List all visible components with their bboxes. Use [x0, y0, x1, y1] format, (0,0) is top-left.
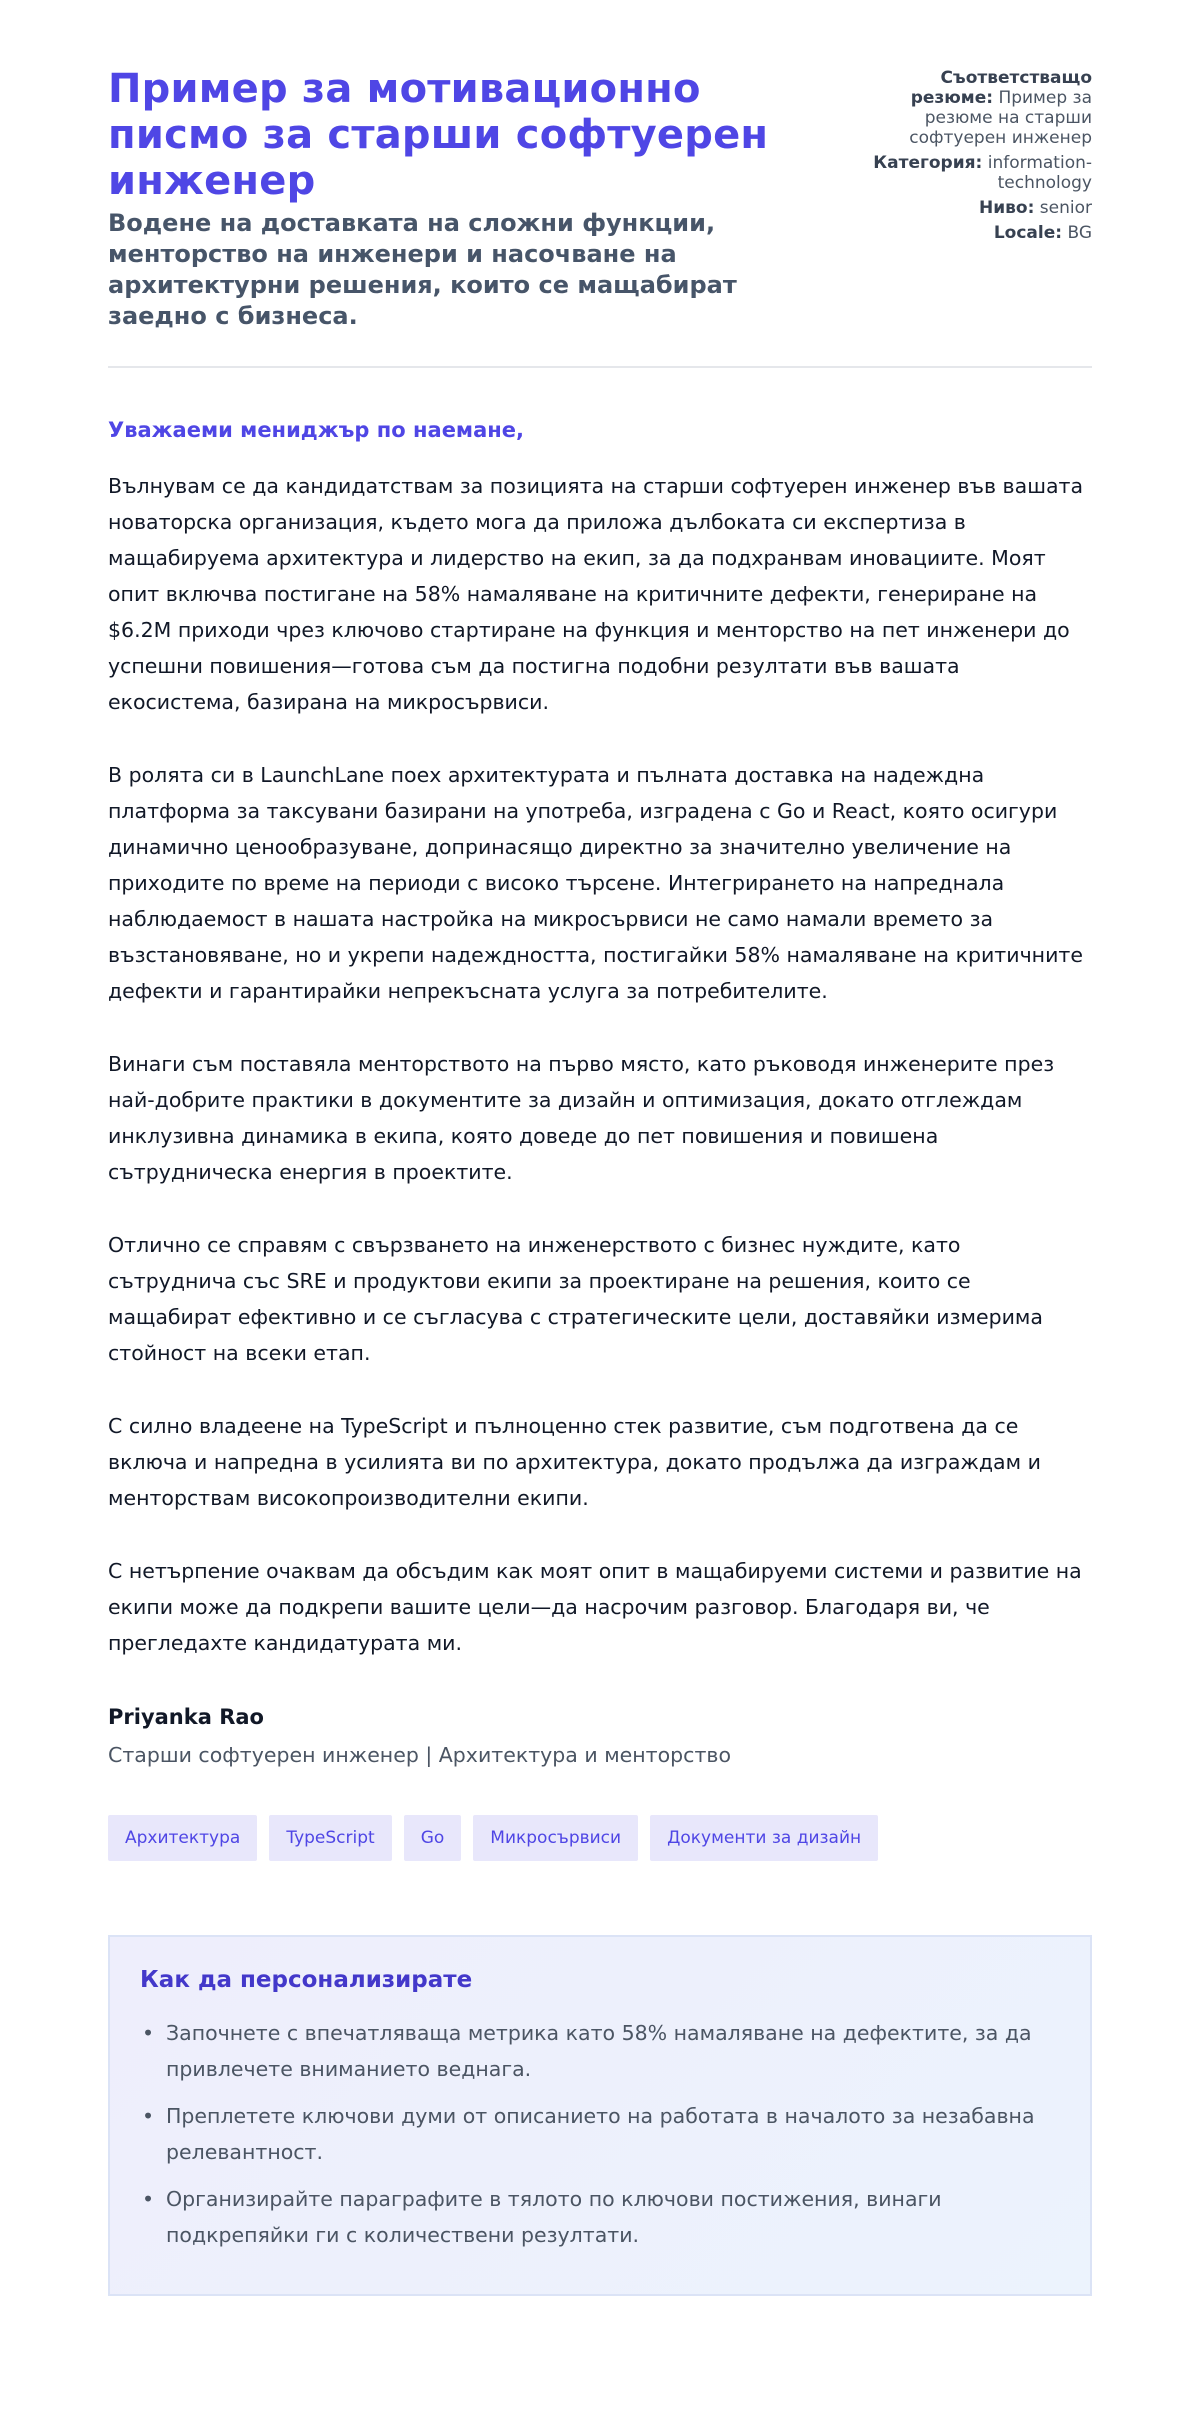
- tag-typescript[interactable]: TypeScript: [269, 1815, 391, 1861]
- tag-microservices[interactable]: Микросървиси: [473, 1815, 638, 1861]
- tag-architecture[interactable]: Архитектура: [108, 1815, 257, 1861]
- letter-paragraph: С силно владеене на TypeScript и пълноценно стек развитие, съм подготвена да се включа и напредна в усилията ви по архитектура, докато продължа да изграждам и менторствам високопроизводителни екипи.: [108, 1414, 1041, 1510]
- header-titles: [108, 66, 808, 332]
- signature-name: Priyanka Rao: [108, 1705, 264, 1729]
- tips-list-item: [140, 2098, 1060, 2170]
- skill-tags: [108, 1815, 1092, 1861]
- bullet-icon: •: [142, 2104, 155, 2128]
- page-subtitle: Водене на доставката на сложни функции, менторство на инженери и насочване на архитектурни решения, които се мащабират заедно с бизнеса.: [108, 209, 737, 330]
- meta-value: information-technology: [987, 153, 1092, 193]
- letter-paragraph: Вълнувам се да кандидатствам за позицията на старши софтуерен инженер във вашата новаторска организация, където мога да приложа дълбоката си експертиза в мащабируема архитектура и лидерство на екип, за да подхранвам иновациите. Моят опит включва постигане на 58% намаляване на критичните дефекти, генериране на $6.2M приходи чрез ключово стартиране на функция и менторство на пет инженери до успешни повишения—готова съм да постигна подобни резултати във вашата екосистема, базирана на микросървиси.: [108, 474, 1084, 714]
- tips-item-text: Преплетете ключови думи от описанието на работата в началото за незабавна релевантност.: [166, 2104, 1035, 2164]
- letter-paragraph: Отлично се справям с свързването на инженерството с бизнес нуждите, като сътруднича със SRE и продуктови екипи за проектиране на решения, които се мащабират ефективно и се съгласува с стратегическите цели, доставяйки измерима стойност на всеки етап.: [108, 1233, 1043, 1365]
- meta-level: [862, 198, 1092, 218]
- letter-paragraph: С нетърпение очаквам да обсъдим как моят опит в мащабируеми системи и развитие на екипи може да подкрепи вашите цели—да насрочим разговор. Благодаря ви, че прегледахте кандидатурата ми.: [108, 1559, 1082, 1655]
- customization-tips-box: [108, 1935, 1092, 2296]
- letter-paragraph: В ролята си в LaunchLane поех архитектурата и пълната доставка на надеждна платформа за таксувани базирани на употреба, изградена с Go и React, която осигури динамично ценообразуване, допринасящо директно за значително увеличение на приходите по време на периоди с високо търсене. Интегрирането на напреднала наблюдаемост в нашата настройка на микросървиси не само намали времето за възстановяване, но и укрепи надеждността, постигайки 58% намаляване на критичните дефекти и гарантирайки непрекъсната услуга за потребителите.: [108, 763, 1083, 1003]
- meta-panel: [862, 66, 1092, 248]
- letter-body: [108, 468, 1092, 1661]
- meta-category: [862, 153, 1092, 193]
- meta-value: BG: [1067, 223, 1092, 243]
- tag-design-docs[interactable]: Документи за дизайн: [650, 1815, 878, 1861]
- tips-title: Как да персонализирате: [140, 1967, 473, 1993]
- letter-paragraph: Винаги съм поставяла менторството на първо място, като ръководя инженерите през най-добрите практики в документите за дизайн и оптимизация, докато отглеждам инклузивна динамика в екипа, която доведе до пет повишения и повишена сътрудническа енергия в проектите.: [108, 1052, 1055, 1184]
- bullet-icon: •: [142, 2021, 155, 2045]
- meta-label: Категория:: [873, 153, 983, 173]
- tag-go[interactable]: Go: [404, 1815, 462, 1861]
- meta-value-resume-link[interactable]: Пример за резюме на старши софтуерен инженер: [909, 88, 1092, 148]
- meta-label: Locale:: [993, 223, 1063, 243]
- tips-item-text: Започнете с впечатляваща метрика като 58% намаляване на дефектите, за да привлечете вниманието веднага.: [166, 2021, 1032, 2081]
- meta-matching-resume: [862, 68, 1092, 148]
- letter-greeting: Уважаеми мениджър по наемане,: [108, 418, 525, 442]
- tips-list-item: [140, 2015, 1060, 2087]
- signature-title: Старши софтуерен инженер | Архитектура и менторство: [108, 1743, 732, 1767]
- meta-label: Съответстващо резюме:: [910, 68, 1092, 108]
- meta-label: Ниво:: [979, 198, 1035, 218]
- meta-value: senior: [1039, 198, 1092, 218]
- tips-item-text: Организирайте параграфите в тялото по ключови постижения, винаги подкрепяйки ги с количествени резултати.: [166, 2187, 942, 2247]
- tips-list: [140, 2015, 1060, 2253]
- page-title: Пример за мотивационно писмо за старши софтуерен инженер: [108, 66, 769, 204]
- page-header: [108, 66, 1092, 368]
- tips-list-item: [140, 2181, 1060, 2253]
- signature-block: [108, 1705, 1092, 1767]
- meta-locale: [862, 223, 1092, 243]
- bullet-icon: •: [142, 2187, 155, 2211]
